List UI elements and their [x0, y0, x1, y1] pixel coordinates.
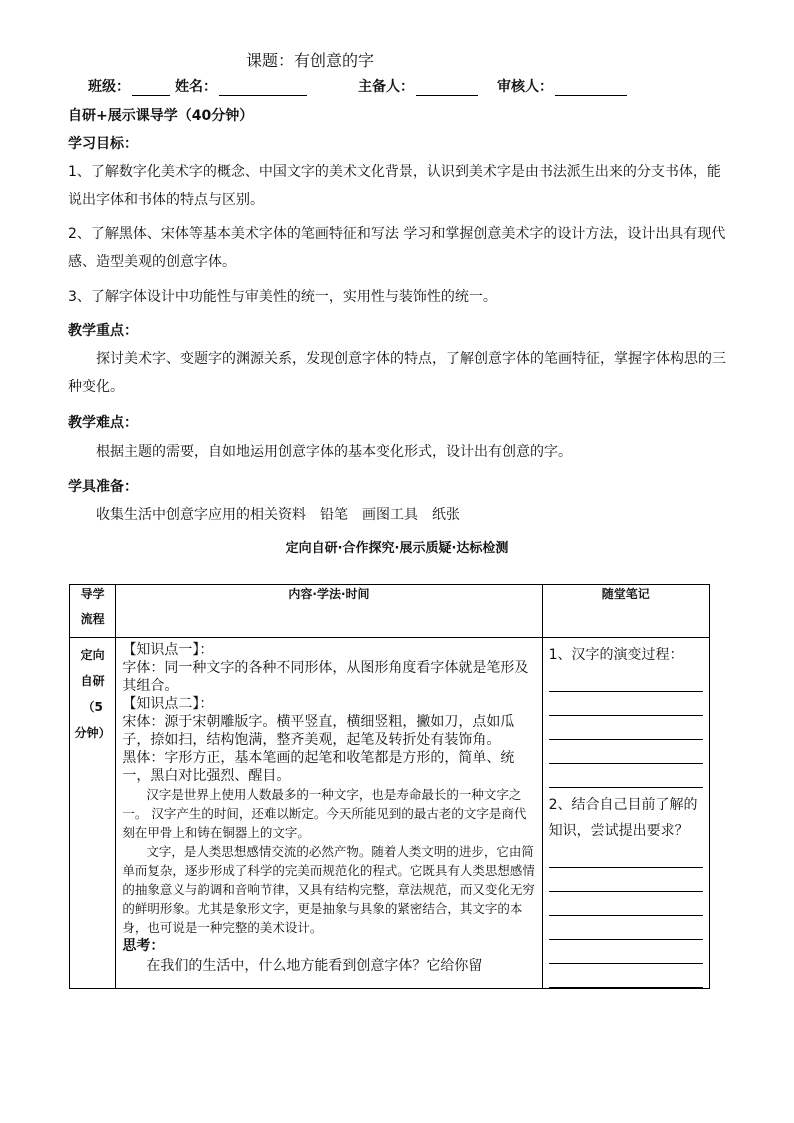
name-label: 姓名： [175, 79, 217, 95]
key-points-text: 探讨美术字、变题字的渊源关系，发现创意字体的特点，了解创意字体的笔画特征，掌握字体构思的三种变化。 [68, 351, 726, 395]
knowledge-point-2-title: 【知识点二】： [122, 696, 214, 712]
class-field [88, 76, 170, 96]
class-label: 班级： [88, 79, 130, 95]
note-line[interactable] [549, 740, 703, 764]
table-row [70, 638, 710, 989]
flow-step-1: 定向 [80, 648, 105, 662]
objectives-heading: 学习目标： [68, 136, 138, 152]
difficulties-heading: 教学难点： [68, 415, 138, 431]
reviewer-label: 审核人： [497, 79, 553, 95]
note-line[interactable] [549, 892, 703, 916]
materials-text: 收集生活中创意字应用的相关资料 铅笔 画图工具 纸张 [96, 507, 460, 523]
note-line[interactable] [549, 916, 703, 940]
lesson-type: 自研+展示课导学（40分钟） [68, 108, 254, 124]
think-text: 在我们的生活中，什么地方能看到创意字体？它给你留 [146, 958, 483, 974]
knowledge-point-1-title: 【知识点一】： [122, 642, 214, 658]
objective-1: 1、了解数字化美术字的概念、中国文字的美术文化背景，认识到美术字是由书法派生出来的分支书体，能说出字体和书体的特点与区别。 [68, 164, 721, 208]
note-line[interactable] [549, 668, 703, 692]
flow-cell [70, 638, 116, 989]
reviewer-field [497, 76, 627, 96]
hanzi-paragraph: 汉字是世界上使用人数最多的一种文字，也是寿命最长的一种文字之一。 汉字产生的时间，还难以断定。今天所能见到的最古老的文字是商代刻在甲骨上和铸在铜器上的文字。 [122, 787, 527, 840]
difficulties-text: 根据主题的需要，自如地运用创意字体的基本变化形式，设计出有创意的字。 [96, 444, 572, 460]
section-subheading: 定向自研·合作探究·展示质疑·达标检测 [285, 541, 509, 556]
table-header-row [70, 585, 710, 638]
flow-step-2: 自研 [80, 674, 105, 688]
note-line[interactable] [549, 964, 703, 988]
wenzi-paragraph: 文字，是人类思想感情交流的必然产物。随着人类文明的进步，它由简单而复杂，逐步形成了科学的完美而规范化的程式。它既具有人类思想感情的抽象意义与韵调和音响节律，又具有结构完整，章法规范，而又变化无穷的鲜明形象。尤其是象形文字，更是抽象与具象的紧密结合，其文字的本身，也可说是一种完整的美术设计。 [122, 844, 535, 935]
heiti-text: 黑体：字形方正，基本笔画的起笔和收笔都是方形的，简单、统一，黑白对比强烈、醒目。 [122, 750, 515, 784]
note-line[interactable] [549, 868, 703, 892]
note-question-2: 2、结合自己目前了解的知识，尝试提出要求？ [548, 797, 698, 839]
flow-step-4: 分钟） [74, 726, 111, 740]
page-title: 课题：有创意的字 [246, 51, 375, 70]
note-line[interactable] [549, 764, 703, 788]
key-points-heading: 教学重点： [68, 323, 138, 339]
notes-header: 随堂笔记 [542, 585, 709, 638]
content-header: 内容·学法·时间 [116, 585, 542, 638]
preparer-label: 主备人： [358, 79, 414, 95]
note-line[interactable] [549, 692, 703, 716]
objective-3: 3、了解字体设计中功能性与审美性的统一，实用性与装饰性的统一。 [68, 289, 497, 305]
flow-header-line1: 导学 [80, 587, 105, 601]
think-title: 思考： [122, 938, 165, 954]
class-blank[interactable] [132, 82, 170, 96]
preparer-blank[interactable] [416, 82, 478, 96]
guide-table [69, 584, 710, 989]
notes-cell [542, 638, 709, 989]
flow-header [70, 585, 116, 638]
preparer-field [358, 76, 478, 96]
objective-2: 2、了解黑体、宋体等基本美术字体的笔画特征和写法 学习和掌握创意美术字的设计方法，设计出具有现代感、造型美观的创意字体。 [68, 226, 726, 270]
note-line[interactable] [549, 716, 703, 740]
name-blank[interactable] [219, 82, 307, 96]
note-question-1: 1、汉字的演变过程： [548, 647, 684, 663]
flow-step-3: （5 [82, 700, 103, 714]
songti-text: 宋体：源于宋朝雕版字。横平竖直，横细竖粗，撇如刀，点如瓜子，捺如扫，结构饱满，整齐美观，起笔及转折处有装饰角。 [122, 714, 515, 748]
name-field [175, 76, 307, 96]
flow-header-line2: 流程 [80, 612, 105, 626]
reviewer-blank[interactable] [555, 82, 627, 96]
content-cell [116, 638, 542, 989]
materials-heading: 学具准备： [68, 479, 138, 495]
note-line[interactable] [549, 940, 703, 964]
knowledge-point-1-text: 字体：同一种文字的各种不同形体，从图形角度看字体就是笔形及其组合。 [122, 660, 529, 694]
note-line[interactable] [549, 844, 703, 868]
